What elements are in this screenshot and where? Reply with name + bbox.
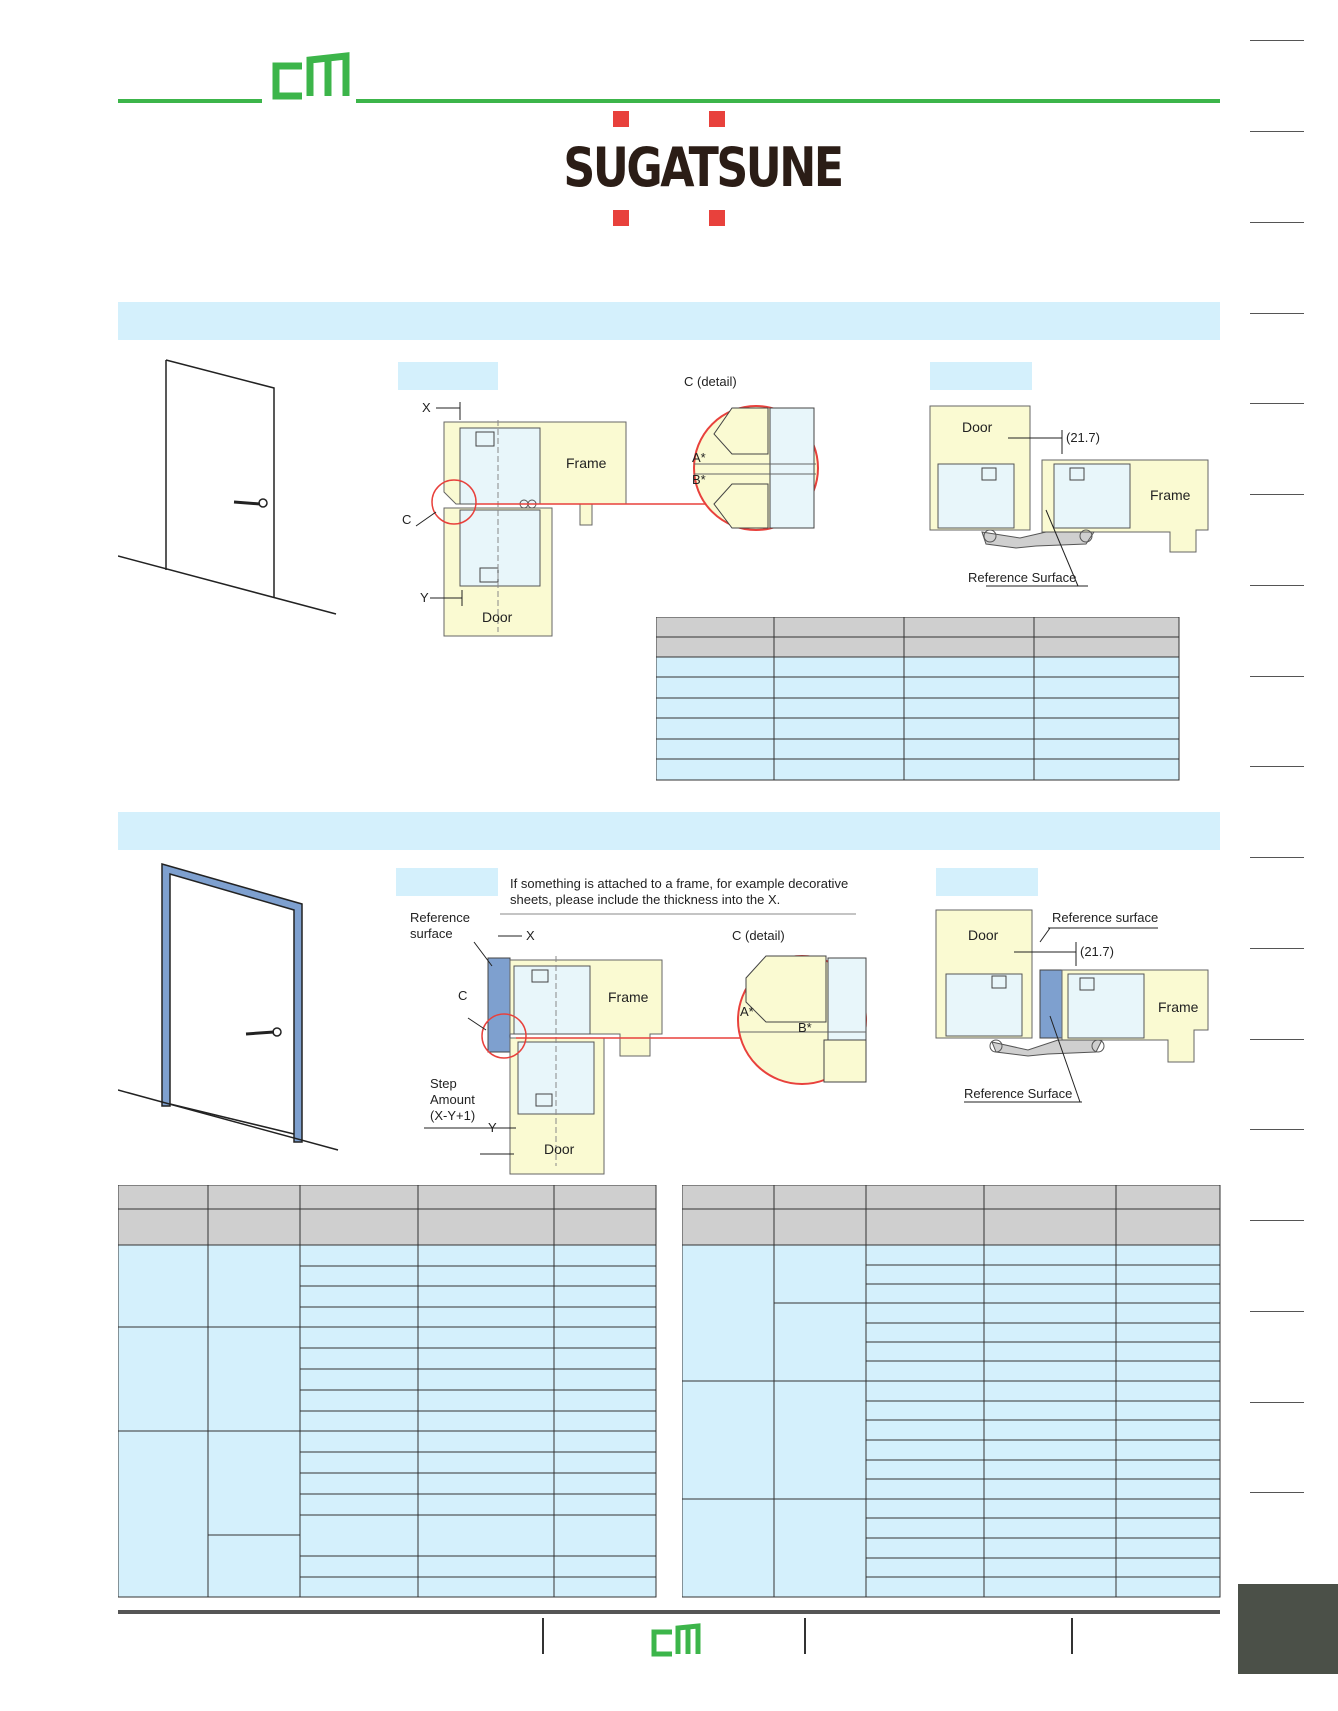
step-line3: (X-Y+1) <box>430 1108 476 1123</box>
section1-open-diagram <box>926 360 1226 605</box>
open-door-label: Door <box>962 419 993 435</box>
open2-door-label: Door <box>968 927 999 943</box>
ref-surface-line1: Reference <box>410 910 470 925</box>
label-y: Y <box>420 590 429 605</box>
header-graphic <box>0 0 1338 240</box>
label-frame: Frame <box>566 455 607 471</box>
section1-door-illustration <box>118 356 348 625</box>
open2-reference: Reference Surface <box>964 1086 1073 1101</box>
frame-note-line1: If something is attached to a frame, for example decorative <box>510 876 849 891</box>
open2-dim: (21.7) <box>1080 944 1114 959</box>
section1-header-band <box>118 302 1220 340</box>
section2-door-illustration <box>118 862 348 1157</box>
frame-note-line2: sheets, please include the thickness into the X. <box>510 892 781 907</box>
open2-reference-top: Reference surface <box>1052 910 1159 925</box>
section1-closed-diagram <box>396 360 826 645</box>
label-b2: B* <box>798 1020 812 1035</box>
open2-frame-label: Frame <box>1158 999 1199 1015</box>
label-c2: C <box>458 988 468 1003</box>
label-a2: A* <box>740 1004 754 1019</box>
door-handle-icon <box>246 1028 281 1036</box>
open-frame-label: Frame <box>1150 487 1191 503</box>
header <box>0 0 1338 240</box>
label-a: A* <box>692 450 706 465</box>
open-reference: Reference Surface <box>968 570 1077 585</box>
label-door2: Door <box>544 1141 575 1157</box>
section2-right-table <box>682 1185 1222 1599</box>
section1-table <box>656 617 1180 781</box>
section2-header-band <box>118 812 1220 850</box>
label-door: Door <box>482 609 513 625</box>
section2-open-diagram <box>932 866 1232 1111</box>
open-dim: (21.7) <box>1066 430 1100 445</box>
label-y2: Y <box>488 1120 497 1135</box>
label-c: C <box>402 512 412 527</box>
step-line1: Step <box>430 1076 457 1091</box>
label-b: B* <box>692 472 706 487</box>
footer <box>0 1604 1338 1711</box>
cm-logo-icon <box>276 56 346 96</box>
label-x: X <box>422 400 431 415</box>
cm-logo-footer-icon <box>654 1626 698 1654</box>
label-frame2: Frame <box>608 989 649 1005</box>
section2-closed-diagram <box>396 866 880 1181</box>
door-handle-icon <box>234 499 267 507</box>
label-c-detail: C (detail) <box>684 374 737 389</box>
brand-logo: SUGATSUNE <box>563 136 842 199</box>
label-x2: X <box>526 928 535 943</box>
step-line2: Amount <box>430 1092 475 1107</box>
label-c-detail2: C (detail) <box>732 928 785 943</box>
section2-left-table <box>118 1185 658 1599</box>
ref-surface-line2: surface <box>410 926 453 941</box>
